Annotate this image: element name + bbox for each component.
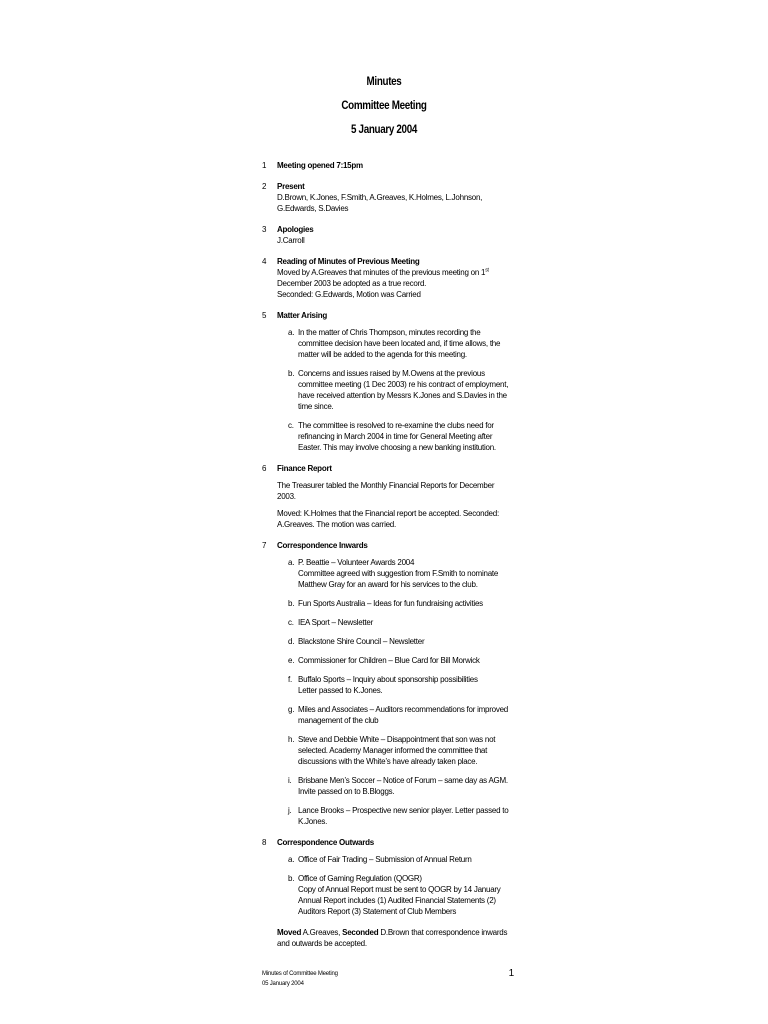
list-item	[288, 420, 514, 453]
item-letter: i.	[288, 776, 292, 785]
meeting-date: 5 January 2004	[351, 122, 417, 136]
motion-text: Moved by A.Greaves that minutes of the previous meeting on 1st December 2003 be adopted as a true record.	[277, 267, 489, 288]
section-previous-minutes	[262, 256, 514, 300]
section-apologies	[262, 224, 514, 246]
item-text: The committee is resolved to re-examine the clubs need for refinancing in March 2004 in time for General Meeting after Easter. This may involve choosing a new banking institution.	[298, 421, 496, 452]
minutes-body	[262, 160, 514, 959]
section-heading: Apologies	[277, 225, 314, 234]
list-item	[288, 873, 514, 917]
page-number: 1	[508, 968, 514, 979]
list-item	[288, 327, 514, 360]
list-item	[288, 368, 514, 412]
item-letter: c.	[288, 421, 294, 430]
section-correspondence-outwards	[262, 837, 514, 949]
item-note: Copy of Annual Report must be sent to QOGR by 14 January	[298, 885, 501, 894]
item-letter: g.	[288, 705, 295, 714]
list-item	[288, 854, 514, 865]
section-heading: Meeting opened 7:15pm	[277, 161, 363, 170]
finance-paragraph: The Treasurer tabled the Monthly Financial Reports for December 2003.	[277, 481, 495, 501]
section-heading: Correspondence Inwards	[277, 541, 368, 550]
item-note: Letter passed to K.Jones.	[298, 686, 383, 695]
list-item	[288, 674, 514, 696]
section-heading: Correspondence Outwards	[277, 838, 374, 847]
item-note: Committee agreed with suggestion from F.Smith to nominate Matthew Gray for an award for his services to the club.	[298, 569, 499, 589]
outwards-motion: Moved A.Greaves, Seconded D.Brown that correspondence inwards and outwards be accepted.	[277, 928, 508, 948]
section-number: 4	[262, 257, 267, 266]
document-title: Minutes	[366, 74, 402, 88]
meeting-title: Committee Meeting	[341, 98, 427, 112]
item-letter: h.	[288, 735, 295, 744]
section-heading: Reading of Minutes of Previous Meeting	[277, 257, 420, 266]
item-text: Buffalo Sports – Inquiry about sponsorship possibilities	[298, 675, 478, 684]
item-text: Fun Sports Australia – Ideas for fun fundraising activities	[298, 599, 483, 608]
item-text: Commissioner for Children – Blue Card for Bill Morwick	[298, 656, 480, 665]
section-number: 3	[262, 225, 267, 234]
section-matter-arising	[262, 310, 514, 453]
section-finance-report	[262, 463, 514, 530]
section-number: 6	[262, 464, 267, 473]
item-letter: a.	[288, 328, 295, 337]
item-letter: b.	[288, 599, 295, 608]
footer-date: 05 January 2004	[262, 981, 304, 987]
item-text: Concerns and issues raised by M.Owens at the previous committee meeting (1 Dec 2003) re his contract of employment, have received attention by Messrs K.Jones and S.Davies in the time since.	[298, 369, 509, 411]
item-text: Blackstone Shire Council – Newsletter	[298, 637, 425, 646]
item-letter: a.	[288, 855, 295, 864]
section-correspondence-inwards	[262, 540, 514, 827]
item-letter: e.	[288, 656, 295, 665]
list-item	[288, 704, 514, 726]
item-letter: c.	[288, 618, 294, 627]
section-number: 1	[262, 161, 267, 170]
section-meeting-opened	[262, 160, 514, 171]
section-heading: Finance Report	[277, 464, 332, 473]
item-text: P. Beattie – Volunteer Awards 2004	[298, 558, 415, 567]
list-item	[288, 636, 514, 647]
list-item	[288, 805, 514, 827]
item-letter: d.	[288, 637, 295, 646]
item-text: In the matter of Chris Thompson, minutes recording the committee decision have been located and, if time allows, the matter will be added to the agenda for this meeting.	[298, 328, 501, 359]
attendees-list: D.Brown, K.Jones, F.Smith, A.Greaves, K.Holmes, L.Johnson, G.Edwards, S.Davies	[277, 193, 483, 213]
list-item	[288, 775, 514, 797]
item-letter: b.	[288, 874, 295, 883]
section-number: 2	[262, 182, 267, 191]
section-number: 5	[262, 311, 267, 320]
section-present	[262, 181, 514, 214]
list-item	[288, 617, 514, 628]
footer-title: Minutes of Committee Meeting	[262, 971, 338, 977]
item-text: Office of Fair Trading – Submission of Annual Return	[298, 855, 472, 864]
item-letter: f.	[288, 675, 292, 684]
list-item	[288, 557, 514, 590]
item-note: Annual Report includes (1) Audited Financial Statements (2) Auditors Report (3) Statement of Club Members	[298, 896, 496, 916]
seconded-text: Seconded: G.Edwards, Motion was Carried	[277, 290, 421, 299]
item-text: Lance Brooks – Prospective new senior player. Letter passed to K.Jones.	[298, 806, 509, 826]
list-item	[288, 734, 514, 767]
section-heading: Present	[277, 182, 305, 191]
page-footer	[262, 969, 514, 989]
item-text: IEA Sport – Newsletter	[298, 618, 373, 627]
item-text: Steve and Debbie White – Disappointment that son was not selected. Academy Manager informed the committee that discussions with the White’s have already taken place.	[298, 735, 496, 766]
item-letter: a.	[288, 558, 295, 567]
item-text: Miles and Associates – Auditors recommendations for improved management of the club	[298, 705, 508, 725]
section-heading: Matter Arising	[277, 311, 327, 320]
item-letter: j.	[288, 806, 292, 815]
item-text: Office of Gaming Regulation (QOGR)	[298, 874, 422, 883]
item-text: Brisbane Men’s Soccer – Notice of Forum – same day as AGM. Invite passed on to B.Bloggs.	[298, 776, 508, 796]
section-number: 8	[262, 838, 267, 847]
list-item	[288, 655, 514, 666]
section-number: 7	[262, 541, 267, 550]
list-item	[288, 598, 514, 609]
finance-motion: Moved: K.Holmes that the Financial report be accepted. Seconded: A.Greaves. The motion was carried.	[277, 509, 499, 529]
item-letter: b.	[288, 369, 295, 378]
apologies-list: J.Carroll	[277, 236, 305, 245]
